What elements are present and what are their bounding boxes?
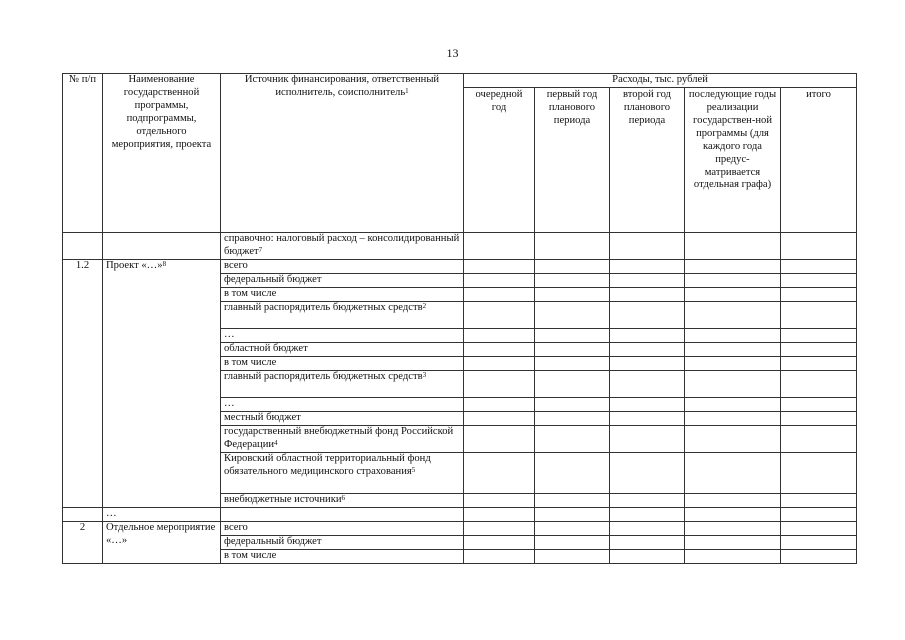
source-cell: местный бюджет xyxy=(221,412,464,426)
source-cell: всего xyxy=(221,260,464,274)
table-row xyxy=(63,522,857,536)
source-text: главный распорядитель бюджетных средств xyxy=(224,302,423,313)
page-number: 13 xyxy=(446,46,459,60)
header-total: итого xyxy=(781,88,857,233)
header-name: Наименование государственной программы, подпрограммы, отдельного мероприятия, проекта xyxy=(103,74,221,233)
source-text: внебюджетные источники xyxy=(224,494,342,505)
source-cell: … xyxy=(221,329,464,343)
footnote-mark: 2 xyxy=(422,302,427,310)
header-first-plan-year: первый год планового периода xyxy=(535,88,610,233)
header-current-year: очередной год xyxy=(464,88,535,233)
source-cell xyxy=(221,494,464,508)
project-name-text: Проект «…» xyxy=(106,260,163,271)
source-text: государственный внебюджетный фонд Российской Федерации xyxy=(224,426,454,450)
footnote-mark: 7 xyxy=(258,245,263,254)
source-text: главный распорядитель бюджетных средств xyxy=(224,371,423,382)
footnote-mark: 5 xyxy=(411,465,416,474)
financing-table xyxy=(62,73,857,564)
source-text: Кировский областной территориальный фонд обязательного медицинского страхования xyxy=(224,453,431,477)
header-second-plan-year: второй год планового периода xyxy=(610,88,685,233)
header-source xyxy=(221,74,464,233)
source-cell: федеральный бюджет xyxy=(221,274,464,288)
source-cell xyxy=(221,453,464,494)
source-cell: в том числе xyxy=(221,288,464,302)
header-source-footnote: 1 xyxy=(405,86,409,95)
measure-number: 2 xyxy=(63,522,103,564)
ellipsis-cell: … xyxy=(103,508,221,522)
header-num: № п/п xyxy=(63,74,103,233)
source-cell: в том числе xyxy=(221,357,464,371)
source-cell xyxy=(221,426,464,453)
table-row xyxy=(63,508,857,522)
project-name xyxy=(103,260,221,508)
measure-name: Отдельное мероприятие «…» xyxy=(103,522,221,564)
source-cell: в том числе xyxy=(221,550,464,564)
header-expenses: Расходы, тыс. рублей xyxy=(464,74,857,88)
source-cell xyxy=(221,302,464,329)
table-row xyxy=(63,260,857,274)
source-cell: … xyxy=(221,398,464,412)
source-cell xyxy=(221,371,464,398)
footnote-mark: 3 xyxy=(422,371,427,379)
footnote-mark: 8 xyxy=(162,260,167,268)
source-cell: всего xyxy=(221,522,464,536)
source-text: справочно: налоговый расход – консолидированный бюджет xyxy=(224,233,460,257)
project-number: 1.2 xyxy=(63,260,103,508)
source-cell: федеральный бюджет xyxy=(221,536,464,550)
footnote-mark: 4 xyxy=(274,438,278,447)
source-cell: областной бюджет xyxy=(221,343,464,357)
source-cell xyxy=(221,233,464,260)
header-following-years: последующие годы реализации государствен-ной программы (для каждого года предус-матривается отдельная графа) xyxy=(685,88,781,233)
footnote-mark: 6 xyxy=(341,494,346,502)
table-row xyxy=(63,233,857,260)
header-source-text: Источник финансирования, ответственный исполнитель, соисполнитель xyxy=(244,74,440,98)
header-row-1 xyxy=(63,74,857,88)
